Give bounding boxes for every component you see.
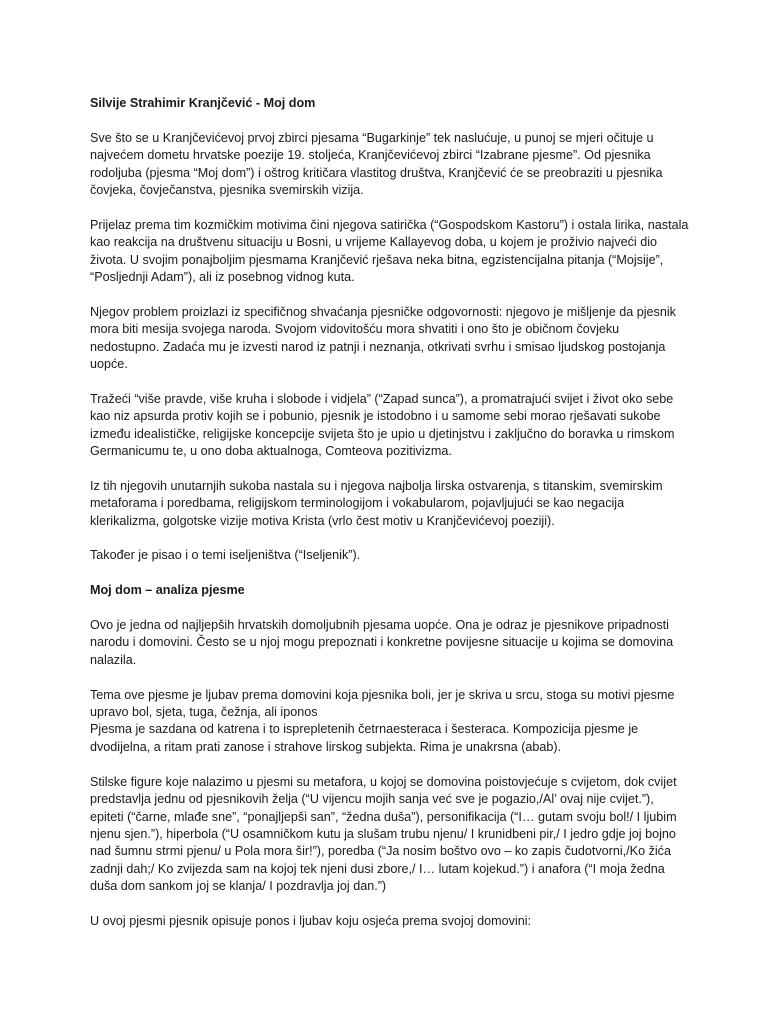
- paragraph: Ovo je jedna od najljepših hrvatskih domoljubnih pjesama uopće. Ona je odraz je pjesnikove pripadnosti narodu i domovini. Često se u njoj mogu prepoznati i konkretne povijesne situacije u kojima se domovina nalazila.: [90, 618, 674, 667]
- document-page: [90, 95, 690, 948]
- document-title: Silvije Strahimir Kranjčević - Moj dom: [90, 96, 316, 110]
- paragraph: Tema ove pjesme je ljubav prema domovini koja pjesnika boli, jer je skriva u srcu, stoga su motivi pjesme upravo bol, sjeta, tuga, čežnja, ali iponos: [90, 687, 675, 720]
- section-heading: Moj dom – analiza pjesme: [90, 583, 245, 598]
- paragraph: Pjesma je sazdana od katrena i to isprepletenih četrnaesteraca i šesteraca. Kompozicija pjesme je dvodijelna, a ritam prati zanose i strahove lirskog subjekta. Rima je unakrsna (abab).: [90, 722, 639, 754]
- paragraph: Sve što se u Kranjčevićevoj prvoj zbirci pjesama “Bugarkinje” tek naslućuje, u punoj se mjeri očituje u najvećem dometu hrvatske poezije 19. stoljeća, Kranjčevićevoj zbirci “Izabrane pjesme”. Od pjesnika rodoljuba (pjesma “Moj dom”) i oštrog kritičara vlastitog društva, Kranjčević će se preobraziti u pjesnika čovjeka, čovječanstva, pjesnika svemirskih vizija.: [90, 130, 663, 198]
- paragraph: Tražeći “više pravde, više kruha i slobode i vidjela” (“Zapad sunca”), a promatrajući svijet i život oko sebe kao niz apsurda protiv kojih se i pobunio, pjesnik je istodobno i u samome sebi morao rješavati sukobe između idealističke, religijske koncepcije svijeta što je upio u djetinjstvu i zaključno do boravka u rimskom Germanicumu te, u ono doba aktualnoga, Comteova pozitivizma.: [90, 391, 675, 459]
- paragraph: Također je pisao i o temi iseljeništva (“Iseljenik”).: [90, 548, 361, 563]
- paragraph: Iz tih njegovih unutarnjih sukoba nastala su i njegova najbolja lirska ostvarenja, s titanskim, svemirskim metaforama i poredbama, religijskom terminologijom i vokabularom, pojavljujući se kao negacija klerikalizma, golgotske vizije motiva Krista (vrlo čest motiv u Kranjčevićevoj poeziji).: [90, 478, 663, 528]
- paragraph: Stilske figure koje nalazimo u pjesmi su metafora, u kojoj se domovina poistovjećuje s cvijetom, dok cvijet predstavlja jednu od pjesnikovih želja (“U vijencu mojih sanja već sve je pogazio,/Al’ ovaj nije cvijet.”), epiteti (“čarne, mlađe sne”, “ponajljepši san”, “žedna duša”), personifikacija (“I… gutam svoju bol!/ I ljubim njenu sjen.”), hiperbola (“U osamničkom kutu ja slušam trubu njenu/ I krunidbeni pir,/ I jedro gdje joj bojno nad šumnu strmi pjenu/ u Pola mora šir!”), poredba (“Ja nosim boštvo ovo – ko zapis čudotvorni,/Ko žića zadnji dah;/ Ko zvijezda sam na kojoj tek njeni dusi zbore,/ I… lutam kojekud.”) i anafora (“I moja žedna duša dom sankom joj se klanja/ I pozdravlja joj dan.”): [90, 774, 677, 894]
- paragraph: U ovoj pjesmi pjesnik opisuje ponos i ljubav koju osjeća prema svojoj domovini:: [90, 913, 532, 928]
- paragraph: Njegov problem proizlazi iz specifičnog shvaćanja pjesničke odgovornosti: njegovo je mišljenje da pjesnik mora biti mesija svojega naroda. Svojom vidovitošću mora shvatiti i ono što je običnom čovjeku nedostupno. Zadaća mu je izvesti narod iz patnji i neznanja, otkrivati svrhu i smisao ljudskog postojanja uopće.: [90, 304, 676, 372]
- paragraph: Prijelaz prema tim kozmičkim motivima čini njegova satirička (“Gospodskom Kastoru”) i ostala lirika, nastala kao reakcija na društvenu situaciju u Bosni, u vrijeme Kallayevog doba, u kojem je proživio najveći dio života. U svojim ponajboljim pjesmama Kranjčević rješava neka bitna, egzistencijalna pitanja (“Mojsije”, “Posljednji Adam”), ali iz posebnog vidnog kuta.: [90, 217, 689, 285]
